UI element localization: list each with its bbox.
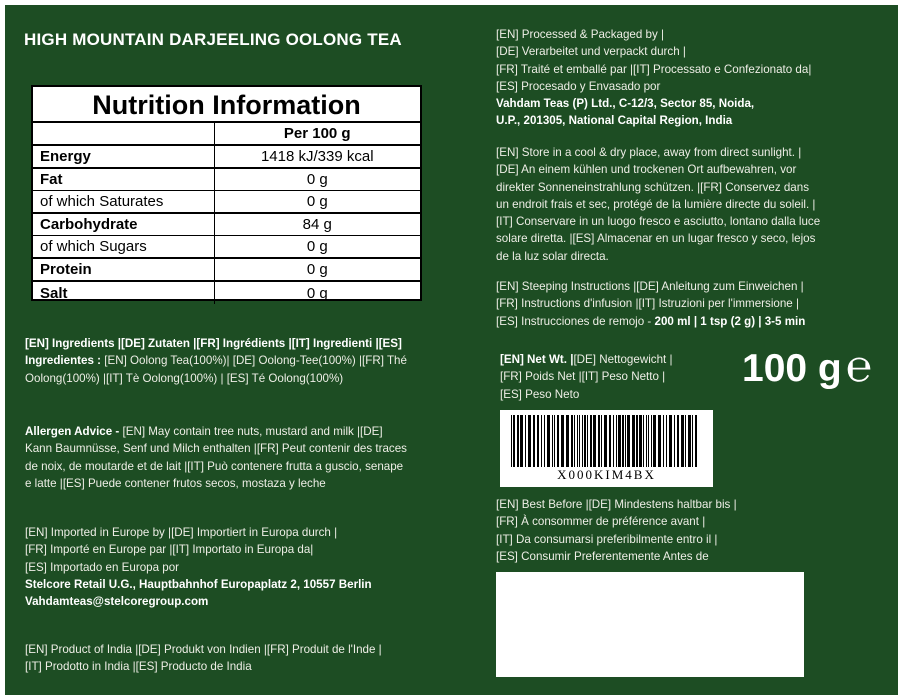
product-title: HIGH MOUNTAIN DARJEELING OOLONG TEA — [24, 30, 402, 49]
nutrition-row: Protein 0 g — [33, 258, 420, 281]
nutrition-row: of which Sugars 0 g — [33, 236, 420, 259]
barcode-bars — [511, 415, 701, 467]
barcode-text: X000KIM4BX — [557, 467, 656, 482]
importer-info: [EN] Imported in Europe by |[DE] Importiert in Europa durch | [FR] Importé en Europe par |[IT] Importato in Europa da| [ES] Importado en Europa por Stelcore Retail U.G., Hauptbahnhof Europaplatz 2, 10557 Berlin Vahdamteas@stelcoregroup.com — [25, 526, 372, 609]
nutrition-row: of which Saturates 0 g — [33, 191, 420, 214]
allergen-advice: Allergen Advice - [EN] May contain tree nuts, mustard and milk |[DE] Kann Baumnüsse, Senf und Milch enthalten |[FR] Peut contenir des traces de noix, de moutarde et de lait |[IT] Può contenere frutta a guscio, senape e latte |[ES] Puede contener frutos secos, mostaza y leche — [25, 425, 407, 490]
best-before-date-box — [496, 572, 804, 677]
ingredients-block: [EN] Ingredients |[DE] Zutaten |[FR] Ingrédients |[IT] Ingredienti |[ES] Ingredientes : [EN] Oolong Tea(100%)| [DE] Oolong-Tee(100%) |[FR] Thé Oolong(100%) |[IT] Tè Oolong(100%) | [ES] Té Oolong(100%) — [25, 337, 407, 385]
nutrition-row: Carbohydrate 84 g — [33, 213, 420, 236]
nutrition-header-row — [33, 123, 420, 145]
per-100g-label: Per 100 g — [214, 123, 420, 145]
net-weight-value: 100 g℮ — [742, 342, 873, 391]
storage-instructions: [EN] Store in a cool & dry place, away from direct sunlight. | [DE] An einem kühlen und trockenen Ort aufbewahren, vor direkter Sonneneinstrahlung schützen. |[FR] Conservez dans un endroit frais et sec, protégé de la lumière directe du soleil. | [IT] Conservare in un luogo fresco e asciutto, lontano dalla luce solare diretta. |[ES] Almacenar en un lugar fresco y seco, lejos de la luz solar directa. — [496, 146, 821, 263]
steeping-instructions: [EN] Steeping Instructions |[DE] Anleitung zum Einweichen | [FR] Instructions d'infusion |[IT] Istruzioni per l'immersione | [ES] Instrucciones de remojo - 200 ml | 1 tsp (2 g) | 3-5 min — [496, 280, 806, 328]
nutrition-row: Fat 0 g — [33, 168, 420, 191]
net-weight-labels: [EN] Net Wt. |[DE] Nettogewicht | [FR] Poids Net |[IT] Peso Netto | [ES] Peso Neto — [500, 353, 673, 401]
best-before-info: [EN] Best Before |[DE] Mindestens haltbar bis | [FR] À consommer de préférence avant | [IT] Da consumarsi preferibilmente entro il | [ES] Consumir Preferentemente Antes de — [496, 498, 737, 563]
country-of-origin: [EN] Product of India |[DE] Produkt von Indien |[FR] Produit de l'Inde | [IT] Prodotto in India |[ES] Producto de India — [25, 643, 382, 674]
product-label — [5, 5, 898, 695]
nutrition-row: Salt 0 g — [33, 281, 420, 303]
nutrition-table — [31, 85, 422, 301]
estimated-sign-icon: ℮ — [845, 342, 873, 391]
nutrition-row: Energy 1418 kJ/339 kcal — [33, 145, 420, 168]
barcode — [500, 410, 713, 487]
packer-info: [EN] Processed & Packaged by | [DE] Verarbeitet und verpackt durch | [FR] Traité et emballé par |[IT] Processato e Confezionato da| [ES] Procesado y Envasado por Vahdam Teas (P) Ltd., C-12/3, Sector 85, Noida, U.P., 201305, National Capital Region, India — [496, 28, 812, 128]
nutrition-heading: Nutrition Information — [33, 87, 420, 123]
